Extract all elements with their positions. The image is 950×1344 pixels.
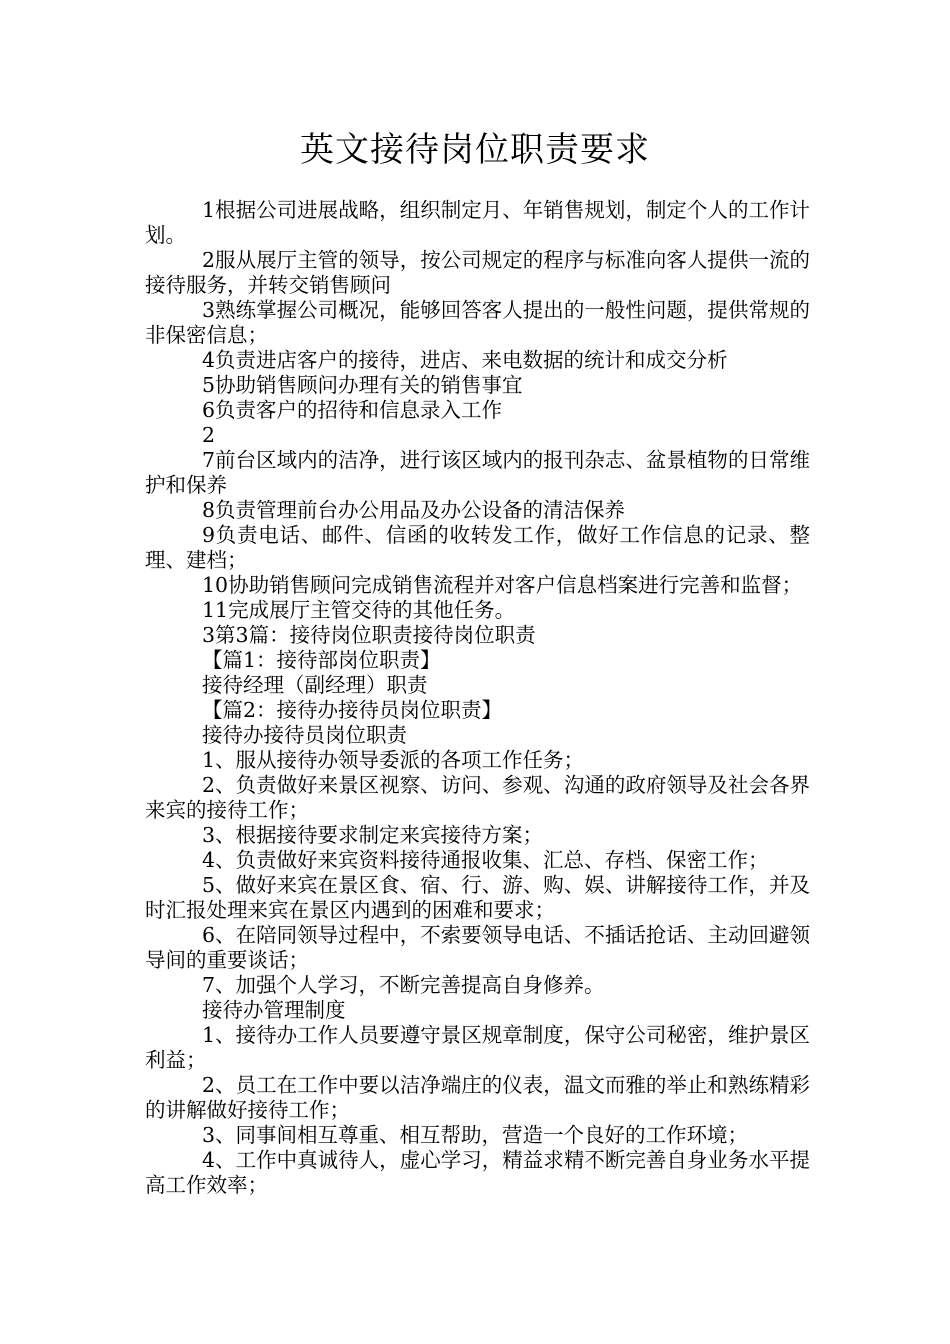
paragraph: 6、在陪同领导过程中，不索要领导电话、不插话抢话、主动回避领导间的重要谈话；: [145, 923, 810, 972]
document-body: [145, 198, 810, 1198]
paragraph: 8负责管理前台办公用品及办公设备的清洁保养: [202, 498, 626, 522]
paragraph: 4负责进店客户的接待，进店、来电数据的统计和成交分析: [202, 348, 728, 372]
paragraph: 3、同事间相互尊重、相互帮助，营造一个良好的工作环境；: [202, 1123, 749, 1147]
paragraph: 2: [202, 423, 216, 447]
paragraph: 2、员工在工作中要以洁净端庄的仪表，温文而雅的举止和熟练精彩的讲解做好接待工作；: [145, 1073, 810, 1122]
paragraph: 2、负责做好来景区视察、访问、参观、沟通的政府领导及社会各界来宾的接待工作；: [145, 773, 810, 822]
section-heading: 【篇1：接待部岗位职责】: [202, 648, 441, 672]
paragraph: 3第3篇：接待岗位职责接待岗位职责: [202, 623, 536, 647]
section-heading: 【篇2：接待办接待员岗位职责】: [202, 698, 503, 722]
paragraph: 5协助销售顾问办理有关的销售事宜: [202, 373, 523, 397]
paragraph: 接待办管理制度: [202, 998, 346, 1022]
paragraph: 10协助销售顾问完成销售流程并对客户信息档案进行完善和监督；: [202, 573, 803, 597]
document-title: 英文接待岗位职责要求: [300, 130, 650, 170]
paragraph: 9负责电话、邮件、信函的收转发工作，做好工作信息的记录、整理、建档；: [145, 523, 810, 572]
paragraph: 3、根据接待要求制定来宾接待方案；: [202, 823, 544, 847]
paragraph: 5、做好来宾在景区食、宿、行、游、购、娱、讲解接待工作，并及时汇报处理来宾在景区内遇到的困难和要求；: [145, 873, 810, 922]
paragraph: 1、服从接待办领导委派的各项工作任务；: [202, 748, 585, 772]
paragraph: 7前台区域内的洁净，进行该区域内的报刊杂志、盆景植物的日常维护和保养: [145, 448, 810, 497]
paragraph: 1、接待办工作人员要遵守景区规章制度，保守公司秘密，维护景区利益；: [145, 1023, 810, 1072]
paragraph: 3熟练掌握公司概况，能够回答客人提出的一般性问题，提供常规的非保密信息；: [145, 298, 810, 347]
paragraph: 接待办接待员岗位职责: [202, 723, 407, 747]
paragraph: 7、加强个人学习，不断完善提高自身修养。: [202, 973, 605, 997]
paragraph: 4、负责做好来宾资料接待通报收集、汇总、存档、保密工作；: [202, 848, 769, 872]
paragraph: 1根据公司进展战略，组织制定月、年销售规划，制定个人的工作计划。: [145, 198, 810, 247]
paragraph: 4、工作中真诚待人，虚心学习，精益求精不断完善自身业务水平提高工作效率；: [145, 1148, 810, 1197]
paragraph: 接待经理（副经理）职责: [202, 673, 428, 697]
paragraph: 11完成展厅主管交待的其他任务。: [202, 598, 516, 622]
paragraph: 6负责客户的招待和信息录入工作: [202, 398, 503, 422]
paragraph: 2服从展厅主管的领导，按公司规定的程序与标准向客人提供一流的接待服务，并转交销售顾问: [145, 248, 810, 297]
